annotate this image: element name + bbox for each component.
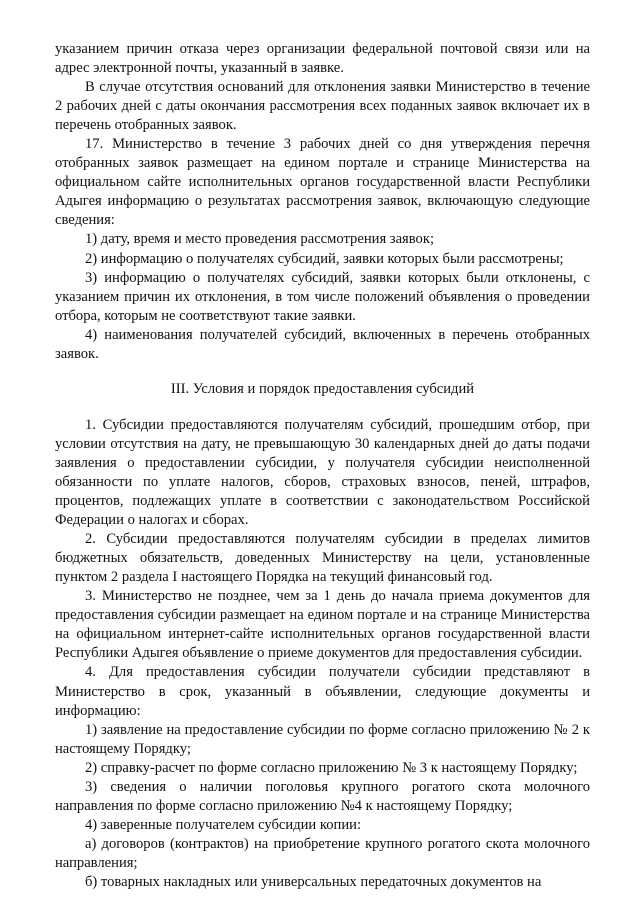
clause-4: 4. Для предоставления субсидии получатели субсидии представляют в Министерство в срок, указанный в объявлении, следующие документы и информацию: xyxy=(55,664,590,719)
document-item-4: 4) заверенные получателем субсидии копии: xyxy=(85,816,362,833)
list-item-1: 1) дату, время и место проведения рассмотрения заявок; xyxy=(85,231,434,248)
list-item-4: 4) наименования получателей субсидий, включенных в перечень отобранных заявок. xyxy=(55,326,590,362)
document-subitem-a: а) договоров (контрактов) на приобретение крупного рогатого скота молочного направления; xyxy=(55,835,590,871)
clause-2: 2. Субсидии предоставляются получателям субсидии в пределах лимитов бюджетных обязательств, доведенных Министерству на цели, установленные пунктом 2 раздела I настоящего Порядка на текущий финансовый год. xyxy=(55,531,590,586)
list-item-2: 2) информацию о получателях субсидий, заявки которых были рассмотрены; xyxy=(85,250,564,267)
document-item-1: 1) заявление на предоставление субсидии по форме согласно приложению № 2 к настоящему Порядку; xyxy=(55,721,590,757)
list-item-3: 3) информацию о получателях субсидий, заявки которых были отклонены, с указанием причин их отклонения, в том числе положений объявления о проведении отбора, которым не соответствуют такие заявки. xyxy=(55,269,590,324)
clause-3: 3. Министерство не позднее, чем за 1 день до начала приема документов для предоставления субсидии размещает на едином портале и на странице Министерства на официальном интернет-сайте исполнительных органов государственной власти Республики Адыгея объявление о приеме документов для предоставления субсидии. xyxy=(55,588,590,662)
document-subitem-b: б) товарных накладных или универсальных передаточных документов на xyxy=(85,873,542,890)
paragraph-continuation: указанием причин отказа через организации федеральной почтовой связи или на адрес электронной почты, указанный в заявке. xyxy=(55,41,590,77)
document-item-3: 3) сведения о наличии поголовья крупного рогатого скота молочного направления по форме согласно приложению №4 к настоящему Порядку; xyxy=(55,778,590,814)
document-page xyxy=(55,40,590,892)
clause-1: 1. Субсидии предоставляются получателям субсидий, прошедшим отбор, при условии отсутствия на дату, не превышающую 30 календарных дней до даты подачи заявления о предоставлении субсидии, у получателя субсидии неисполненной обязанности по уплате налогов, сборов, страховых взносов, пеней, штрафов, процентов, подлежащих уплате в соответствии с законодательством Российской Федерации о налогах и сборах. xyxy=(55,416,590,529)
document-item-2: 2) справку-расчет по форме согласно приложению № 3 к настоящему Порядку; xyxy=(85,759,578,776)
section-heading: III. Условия и порядок предоставления субсидий xyxy=(170,380,475,397)
paragraph-no-grounds: В случае отсутствия оснований для отклонения заявки Министерство в течение 2 рабочих дней с даты окончания рассмотрения всех поданных заявок включает их в перечень отобранных заявок. xyxy=(55,79,590,134)
paragraph-17: 17. Министерство в течение 3 рабочих дней со дня утверждения перечня отобранных заявок размещает на едином портале и странице Министерства на официальном сайте исполнительных органов государственной власти Республики Адыгея информацию о результатах рассмотрения заявок, включающую следующие сведения: xyxy=(55,136,590,229)
